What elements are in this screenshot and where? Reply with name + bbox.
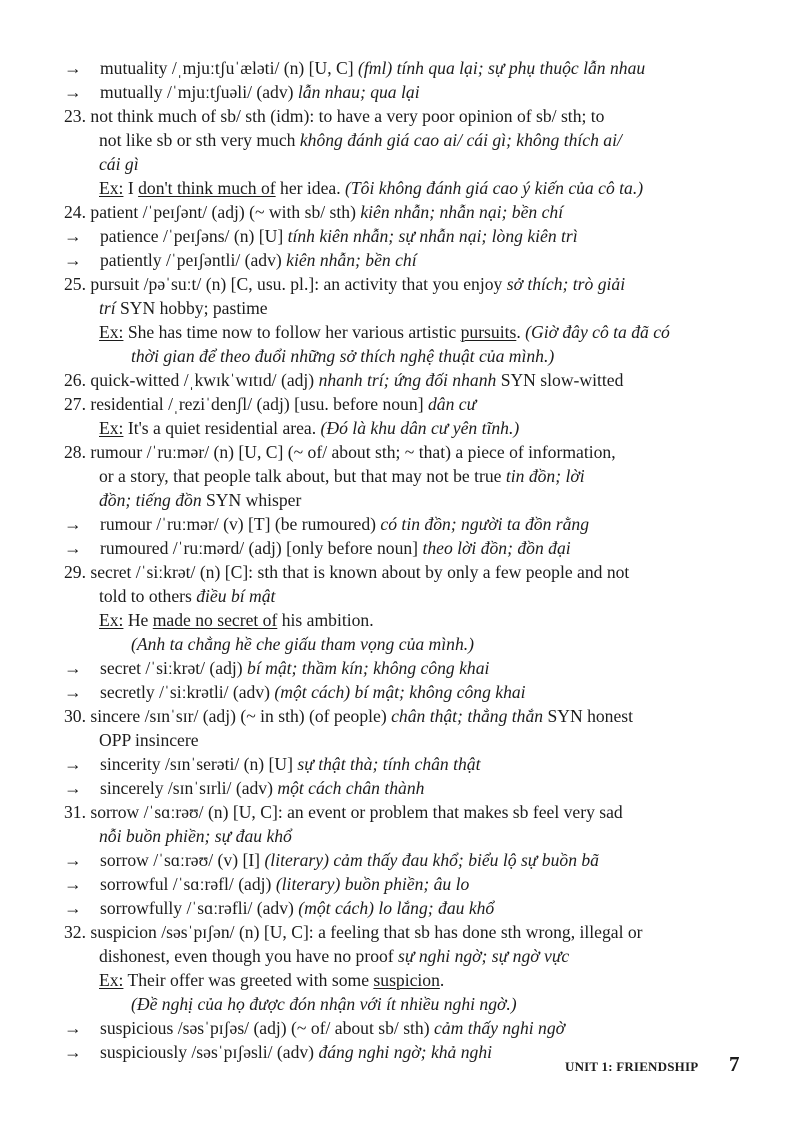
entry-text: 32. suspicion /səsˈpɪʃən/ (n) [U, C]: a feeling that sb has done sth wrong, illegal or xyxy=(64,922,643,942)
underlined-text: don't think much of xyxy=(138,178,276,198)
entry-line xyxy=(99,584,275,608)
vietnamese-text: (Giờ đây cô ta đã có xyxy=(525,322,670,342)
entry-text: 23. not think much of sb/ sth (idm): to have a very poor opinion of sb/ sth; to xyxy=(64,106,605,126)
entry-text: suspiciously /səsˈpɪʃəsli/ (adv) xyxy=(100,1042,319,1062)
vietnamese-text: nhanh trí; ứng đối nhanh xyxy=(318,370,497,390)
vietnamese-text: cảm thấy nghi ngờ xyxy=(433,1018,566,1038)
entry-text: . xyxy=(516,322,526,342)
vietnamese-text: (Tôi không đánh giá cao ý kiến của cô ta.) xyxy=(345,178,644,198)
entry-text: 31. sorrow /ˈsɑːrəʊ/ (n) [U, C]: an event or problem that makes sb feel very sad xyxy=(64,802,623,822)
vietnamese-text: lẫn nhau; qua lại xyxy=(297,82,420,102)
entry-text: 27. residential /ˌreziˈdenʃl/ (adj) [usu. before noun] xyxy=(64,394,428,414)
entry-text: dishonest, even though you have no proof xyxy=(99,946,399,966)
derived-entry-line xyxy=(100,512,589,536)
vietnamese-text: (literary) cảm thấy đau khổ; biểu lộ sự buồn bã xyxy=(264,850,599,870)
vietnamese-text: nỗi buồn phiền; sự đau khổ xyxy=(99,826,292,846)
vietnamese-text: sự thật thà; tính chân thật xyxy=(297,754,481,774)
entry-text: It's a quiet residential area. xyxy=(123,418,321,438)
vietnamese-text: sở thích; trò giải xyxy=(506,274,626,294)
derivative-arrow: → xyxy=(64,1042,82,1062)
derivative-arrow: → xyxy=(64,538,82,558)
entry-line xyxy=(64,200,563,224)
vietnamese-text: có tin đồn; người ta đồn rằng xyxy=(380,514,590,534)
derived-entry-line xyxy=(100,1040,492,1064)
underlined-text: made no secret of xyxy=(152,610,278,630)
derived-entry-line xyxy=(100,896,494,920)
entry-line xyxy=(64,104,604,128)
entry-text: mutuality /ˌmjuːtʃuˈæləti/ (n) [U, C] xyxy=(100,58,359,78)
entry-line xyxy=(64,704,633,728)
vietnamese-text: (literary) buồn phiền; âu lo xyxy=(275,874,470,894)
derivative-arrow: → xyxy=(64,658,82,678)
derivative-arrow: → xyxy=(64,850,82,870)
entry-text: sorrowful /ˈsɑːrəfl/ (adj) xyxy=(100,874,276,894)
derivative-arrow: → xyxy=(64,898,82,918)
entry-line xyxy=(99,728,199,752)
entry-text: 29. secret /ˈsiːkrət/ (n) [C]: sth that is known about by only a few people and not xyxy=(64,562,630,582)
entry-text: 30. sincere /sɪnˈsɪr/ (adj) (~ in sth) (of people) xyxy=(64,706,392,726)
vietnamese-text: tin đồn; lời xyxy=(505,466,585,486)
entry-text: sincerity /sɪnˈserəti/ (n) [U] xyxy=(100,754,298,774)
derivative-arrow: → xyxy=(64,250,82,270)
derived-entry-line xyxy=(100,536,571,560)
entry-line xyxy=(64,368,623,392)
vietnamese-text: thời gian để theo đuổi những sở thích nghệ thuật của mình.) xyxy=(131,346,555,366)
entry-text: rumour /ˈruːmər/ (v) [T] (be rumoured) xyxy=(100,514,381,534)
entry-text: mutually /ˈmjuːtʃuəli/ (adv) xyxy=(100,82,298,102)
entry-line xyxy=(99,416,519,440)
vietnamese-text: bí mật; thầm kín; không công khai xyxy=(247,658,490,678)
entry-text: SYN honest xyxy=(543,706,634,726)
entry-text: SYN hobby; pastime xyxy=(115,298,268,318)
entry-text: 28. rumour /ˈruːmər/ (n) [U, C] (~ of/ about sth; ~ that) a piece of information, xyxy=(64,442,616,462)
entry-line xyxy=(99,968,444,992)
vietnamese-text: theo lời đồn; đồn đại xyxy=(422,538,571,558)
vietnamese-text: cái gì xyxy=(99,154,139,174)
vietnamese-text: tính kiên nhẫn; sự nhẫn nại; lòng kiên trì xyxy=(287,226,578,246)
entry-text: suspicious /səsˈpɪʃəs/ (adj) (~ of/ about sb/ sth) xyxy=(100,1018,434,1038)
entry-text: OPP insincere xyxy=(99,730,199,750)
vietnamese-text: chân thật; thẳng thắn xyxy=(391,706,544,726)
entry-text: sincerely /sɪnˈsɪrli/ (adv) xyxy=(100,778,278,798)
derived-entry-line xyxy=(100,224,578,248)
entry-text: told to others xyxy=(99,586,197,606)
underlined-text: pursuits xyxy=(460,322,517,342)
entry-line xyxy=(131,344,554,368)
entry-line xyxy=(131,992,517,1016)
derived-entry-line xyxy=(100,680,526,704)
derived-entry-line xyxy=(100,752,480,776)
entry-text: He xyxy=(123,610,153,630)
vietnamese-text: đáng nghi ngờ; khả nghi xyxy=(318,1042,493,1062)
vietnamese-text: (fml) tính qua lại; sự phụ thuộc lẫn nhau xyxy=(358,58,646,78)
entry-line xyxy=(64,440,616,464)
entry-text: SYN whisper xyxy=(201,490,302,510)
vietnamese-text: dân cư xyxy=(427,394,477,414)
entry-line xyxy=(64,392,476,416)
vietnamese-text: không đánh giá cao ai/ cái gì; không thích ai/ xyxy=(299,130,622,150)
derivative-arrow: → xyxy=(64,1018,82,1038)
entry-text: 24. patient /ˈpeɪʃənt/ (adj) (~ with sb/ sth) xyxy=(64,202,361,222)
entry-text: rumoured /ˈruːmərd/ (adj) [only before noun] xyxy=(100,538,423,558)
vietnamese-text: (một cách) lo lắng; đau khổ xyxy=(298,898,495,918)
derived-entry-line xyxy=(100,656,489,680)
entry-text: sorrowfully /ˈsɑːrəfli/ (adv) xyxy=(100,898,299,918)
entry-text: 25. pursuit /pəˈsuːt/ (n) [C, usu. pl.]: an activity that you enjoy xyxy=(64,274,507,294)
underlined-text: Ex: xyxy=(99,418,124,438)
derived-entry-line xyxy=(100,248,417,272)
entry-text: patience /ˈpeɪʃəns/ (n) [U] xyxy=(100,226,288,246)
derived-entry-line xyxy=(100,1016,565,1040)
derivative-arrow: → xyxy=(64,58,82,78)
vietnamese-text: điều bí mật xyxy=(196,586,276,606)
entry-line xyxy=(99,176,643,200)
underlined-text: Ex: xyxy=(99,610,124,630)
entry-text: I xyxy=(123,178,139,198)
entry-line xyxy=(99,824,292,848)
derived-entry-line xyxy=(100,776,424,800)
entry-line xyxy=(99,320,670,344)
vietnamese-text: kiên nhẫn; bền chí xyxy=(286,250,417,270)
page-number: 7 xyxy=(729,1052,740,1076)
vietnamese-text: kiên nhẫn; nhẫn nại; bền chí xyxy=(360,202,564,222)
derived-entry-line xyxy=(100,872,469,896)
underlined-text: suspicion xyxy=(373,970,440,990)
entry-text: patiently /ˈpeɪʃəntli/ (adv) xyxy=(100,250,287,270)
derived-entry-line xyxy=(100,80,420,104)
derivative-arrow: → xyxy=(64,514,82,534)
entry-text: . xyxy=(439,970,445,990)
entry-line xyxy=(99,488,301,512)
entry-line xyxy=(64,272,625,296)
vietnamese-text: (Anh ta chẳng hề che giấu tham vọng của mình.) xyxy=(131,634,475,654)
entry-line xyxy=(64,560,629,584)
entry-text: She has time now to follow her various artistic xyxy=(123,322,461,342)
derived-entry-line xyxy=(100,848,599,872)
derivative-arrow: → xyxy=(64,754,82,774)
entry-line xyxy=(131,632,474,656)
entry-text: Their offer was greeted with some xyxy=(123,970,374,990)
entry-text: sorrow /ˈsɑːrəʊ/ (v) [I] xyxy=(100,850,265,870)
underlined-text: Ex: xyxy=(99,970,124,990)
underlined-text: Ex: xyxy=(99,322,124,342)
entry-line xyxy=(64,920,643,944)
derivative-arrow: → xyxy=(64,82,82,102)
derived-entry-line xyxy=(100,56,645,80)
entry-line xyxy=(99,464,585,488)
entry-line xyxy=(99,944,569,968)
entry-text: not like sb or sth very much xyxy=(99,130,300,150)
vietnamese-text: (Đó là khu dân cư yên tĩnh.) xyxy=(320,418,520,438)
derivative-arrow: → xyxy=(64,226,82,246)
entry-line xyxy=(99,296,268,320)
derivative-arrow: → xyxy=(64,682,82,702)
entry-text: SYN slow-witted xyxy=(496,370,624,390)
vietnamese-text: (Đề nghị của họ được đón nhận với ít nhiều nghi ngờ.) xyxy=(131,994,517,1014)
vietnamese-text: sự nghi ngờ; sự ngờ vực xyxy=(398,946,570,966)
entry-text: secret /ˈsiːkrət/ (adj) xyxy=(100,658,248,678)
entry-text: or a story, that people talk about, but that may not be true xyxy=(99,466,506,486)
entry-text: 26. quick-witted /ˌkwɪkˈwɪtɪd/ (adj) xyxy=(64,370,319,390)
entry-line xyxy=(64,800,623,824)
derivative-arrow: → xyxy=(64,778,82,798)
derivative-arrow: → xyxy=(64,874,82,894)
entry-line xyxy=(99,128,622,152)
underlined-text: Ex: xyxy=(99,178,124,198)
entry-text: her idea. xyxy=(275,178,346,198)
entry-text: his ambition. xyxy=(277,610,374,630)
vietnamese-text: trí xyxy=(99,298,116,318)
entry-line xyxy=(99,608,374,632)
vietnamese-text: đồn; tiếng đồn xyxy=(99,490,202,510)
entry-text: secretly /ˈsiːkrətli/ (adv) xyxy=(100,682,275,702)
vietnamese-text: một cách chân thành xyxy=(277,778,425,798)
unit-label: UNIT 1: FRIENDSHIP xyxy=(565,1059,699,1074)
entry-line xyxy=(99,152,139,176)
vietnamese-text: (một cách) bí mật; không công khai xyxy=(274,682,526,702)
